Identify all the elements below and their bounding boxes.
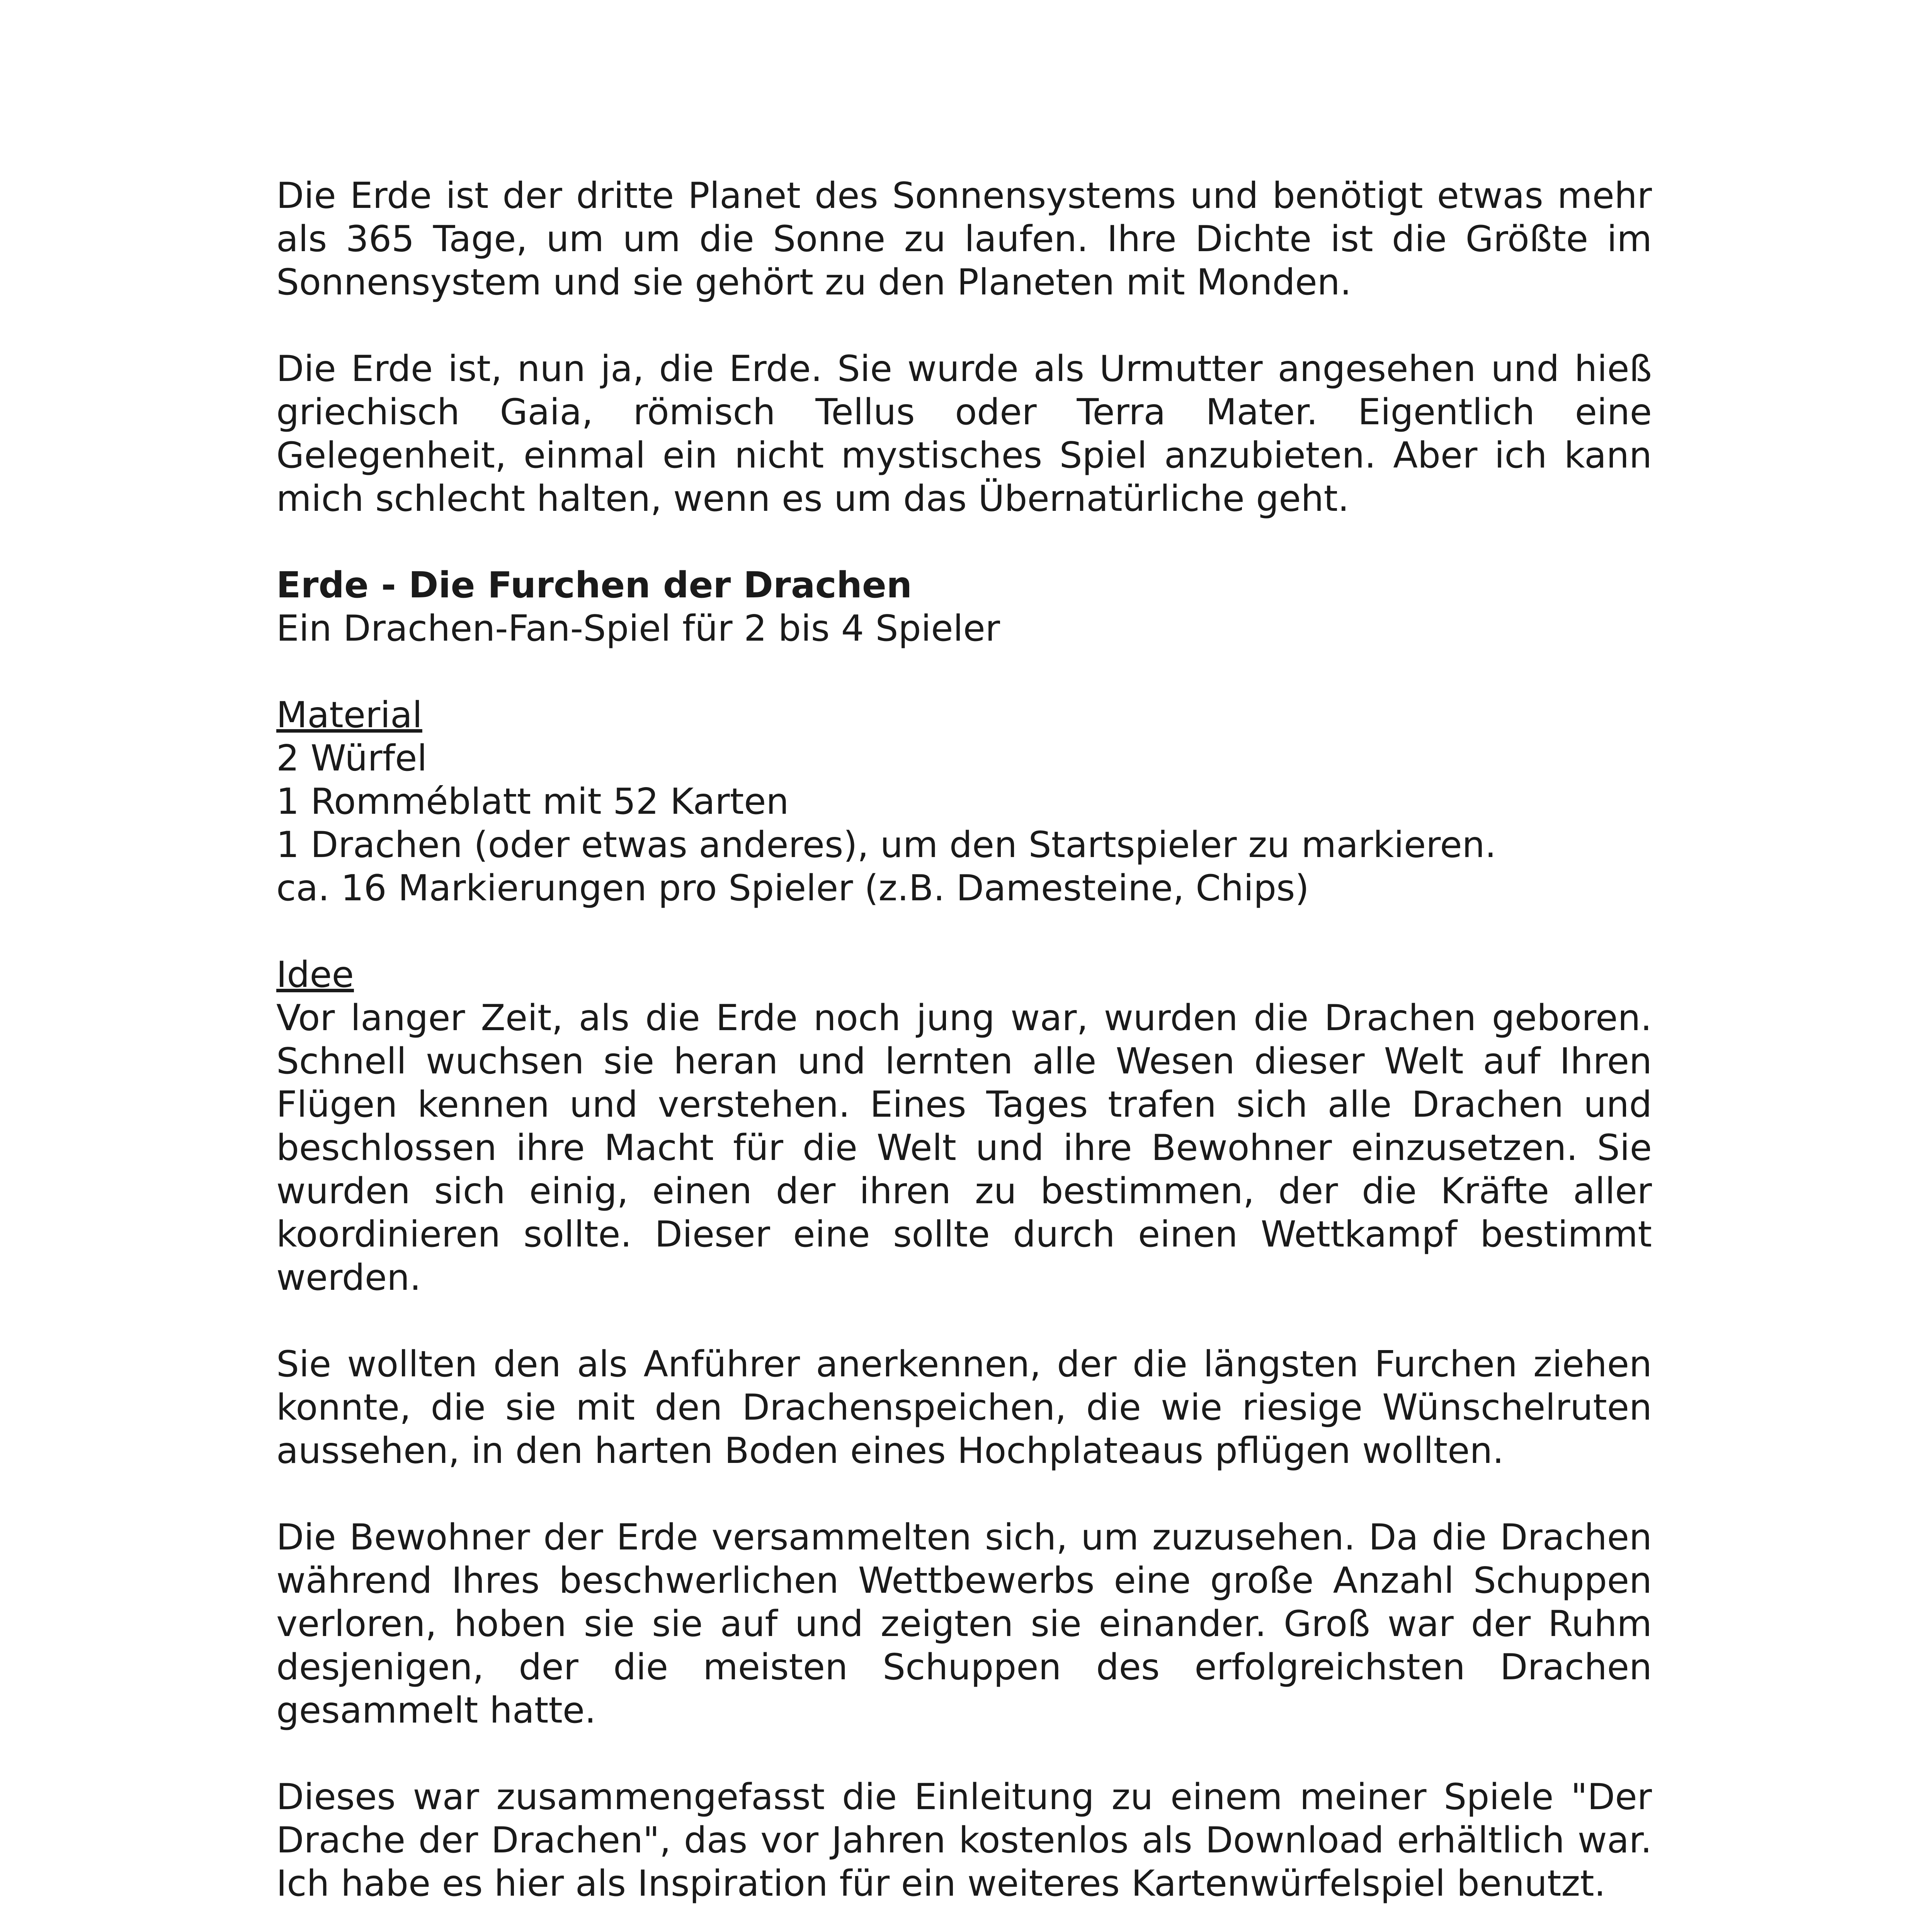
idee-paragraph: Dieses war zusammengefasst die Einleitung zu einem meiner Spiele "Der Drache der Drachen", das vor Jahren kostenlos als Download erhältlich war. Ich habe es hier als Inspiration für ein weiteres Kartenwürfelspiel benutzt. xyxy=(276,1776,1652,1904)
page-content xyxy=(276,174,1652,1932)
material-item: 1 Romméblatt mit 52 Karten xyxy=(276,781,789,822)
idee-paragraph: Vor langer Zeit, als die Erde noch jung war, wurden die Drachen geboren. Schnell wuchsen sie heran und lernten alle Wesen dieser Welt auf Ihren Flügen kennen und verstehen. Eines Tages trafen sich alle Drachen und beschlossen ihre Macht für die Welt und ihre Bewohner einzusetzen. Sie wurden sich einig, einen der ihren zu bestimmen, der die Kräfte aller koordinieren sollte. Dieser eine sollte durch einen Wettkampf bestimmt werden. xyxy=(276,997,1652,1298)
game-title: Erde - Die Furchen der Drachen xyxy=(276,564,912,606)
idee-paragraph: Sie wollten den als Anführer anerkennen, der die längsten Furchen ziehen konnte, die sie mit den Drachenspeichen, die wie riesige Wünschelruten aussehen, in den harten Boden eines Hochplateaus pflügen wollten. xyxy=(276,1343,1652,1471)
idee-paragraph: Die Bewohner der Erde versammelten sich, um zuzusehen. Da die Drachen während Ihres beschwerlichen Wettbewerbs eine große Anzahl Schuppen verloren, hoben sie sie auf und zeigten sie einander. Groß war der Ruhm desjenigen, der die meisten Schuppen des erfolgreichsten Drachen gesammelt hatte. xyxy=(276,1516,1652,1731)
material-item: 1 Drachen (oder etwas anderes), um den Startspieler zu markieren. xyxy=(276,824,1497,866)
idee-heading: Idee xyxy=(276,954,354,995)
material-item: 2 Würfel xyxy=(276,737,427,779)
game-subtitle: Ein Drachen-Fan-Spiel für 2 bis 4 Spieler xyxy=(276,607,1000,649)
intro-paragraph: Die Erde ist, nun ja, die Erde. Sie wurde als Urmutter angesehen und hieß griechisch Gaia, römisch Tellus oder Terra Mater. Eigentlich eine Gelegenheit, einmal ein nicht mystisches Spiel anzubieten. Aber ich kann mich schlecht halten, wenn es um das Übernatürliche geht. xyxy=(276,348,1652,519)
material-heading: Material xyxy=(276,694,422,736)
intro-paragraph: Die Erde ist der dritte Planet des Sonnensystems und benötigt etwas mehr als 365 Tage, um um die Sonne zu laufen. Ihre Dichte ist die Größte im Sonnensystem und sie gehört zu den Planeten mit Monden. xyxy=(276,175,1652,303)
material-item: ca. 16 Markierungen pro Spieler (z.B. Damesteine, Chips) xyxy=(276,867,1309,909)
